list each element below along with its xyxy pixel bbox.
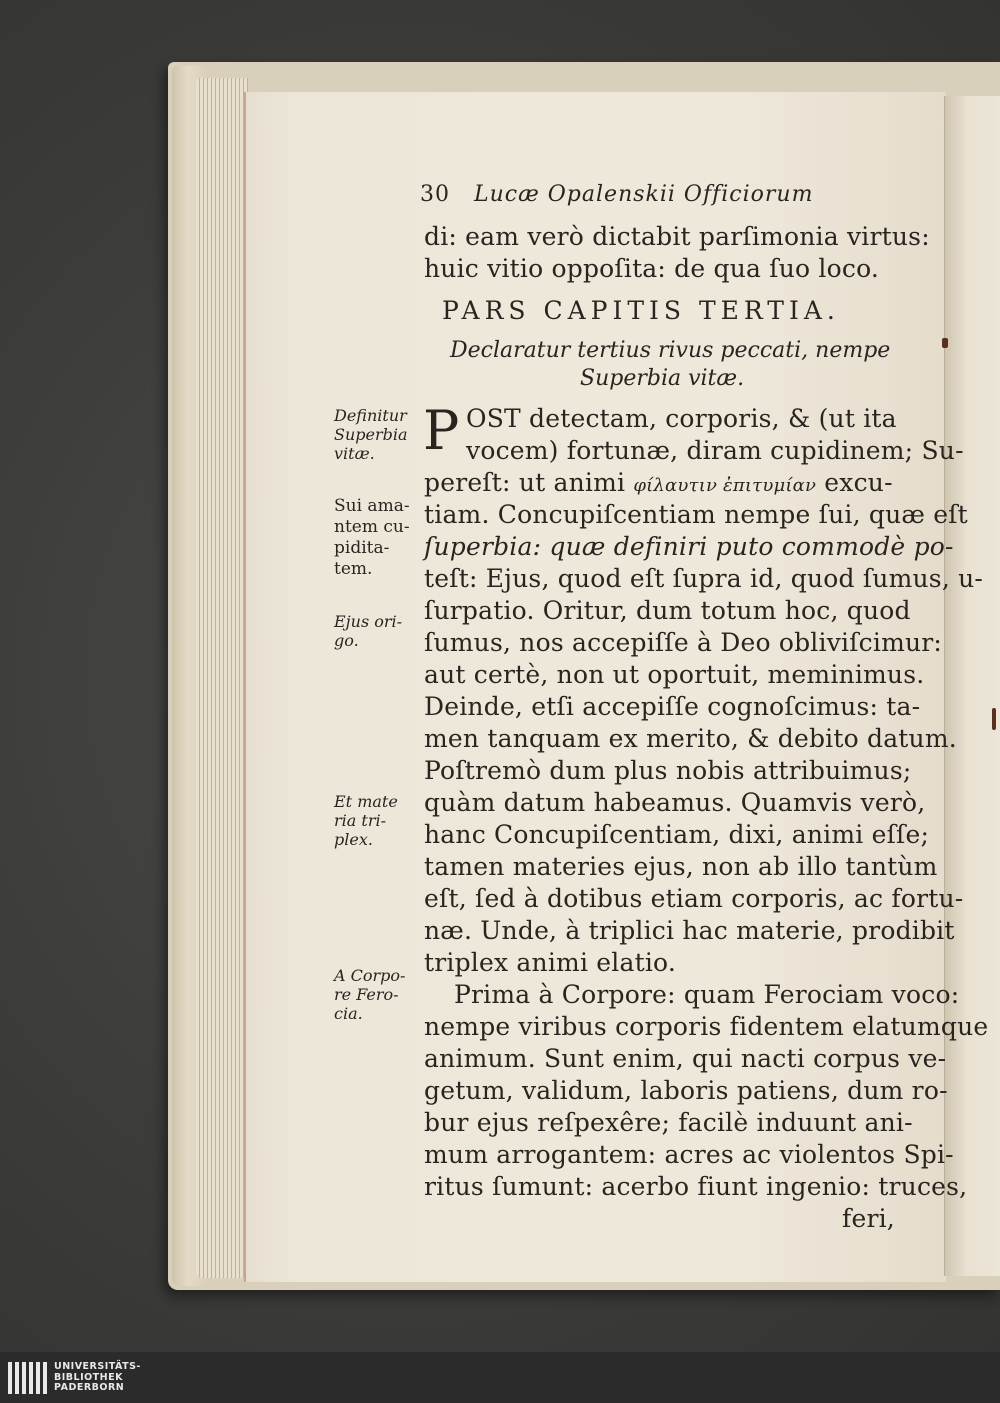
- page-blemish: [942, 338, 948, 348]
- para1-line-3-b: excu-: [824, 468, 893, 497]
- para2-line-7: ritus ſumunt: acerbo fiunt ingenio: truces,: [424, 1172, 968, 1201]
- para2-line-3: animum. Sunt enim, qui nacti corpus ve-: [424, 1044, 947, 1073]
- para2-line-2: nempe viribus corporis fidentem elatumque: [424, 1012, 989, 1041]
- margin-note-a-corpore: A Corpo- re Fero- cia.: [334, 966, 406, 1023]
- para1-line-9: aut certè, non ut oportuit, meminimus.: [424, 660, 925, 689]
- para1-line-14: hanc Concupiſcentiam, dixi, animi eſſe;: [424, 820, 930, 849]
- para1-line-16: eſt, ſed à dotibus etiam corporis, ac fortu-: [424, 884, 964, 913]
- para1-line-17: næ. Unde, à triplici hac materie, prodibit: [424, 916, 955, 945]
- para1-line-2: vocem) fortunæ, diram cupidinem; Su-: [466, 436, 964, 465]
- intro-line-2: huic vitio oppoſita: de qua ſuo loco.: [424, 254, 880, 283]
- para2-line-4: getum, validum, laboris patiens, dum ro-: [424, 1076, 948, 1105]
- para1-line-18: triplex animi elatio.: [424, 948, 676, 977]
- para1-line-3: [424, 468, 893, 497]
- footer-bar: [0, 1352, 1000, 1403]
- intro-line-1: di: eam verò dictabit parſimonia virtus:: [424, 222, 930, 251]
- right-page-edge: [944, 96, 1000, 1276]
- margin-note-definitur: Definitur Superbia vitæ.: [334, 406, 408, 463]
- page-stack: [196, 78, 248, 1278]
- para1-line-4: tiam. Concupiſcentiam nempe ſui, quæ eſt: [424, 500, 968, 529]
- library-logo-text: UNIVERSITÄTS- BIBLIOTHEK PADERBORN: [54, 1361, 141, 1393]
- para1-line-15: tamen materies ejus, non ab illo tantùm: [424, 852, 938, 881]
- page-blemish: [992, 708, 996, 730]
- para2-line-1: Prima à Corpore: quam Ferociam voco:: [454, 980, 960, 1009]
- para1-line-10: Deinde, etſi accepiſſe cognoſcimus: ta-: [424, 692, 921, 721]
- section-title: PARS CAPITIS TERTIA.: [442, 296, 840, 325]
- para1-line-3-a: pereſt: ut animi: [424, 468, 626, 497]
- para1-line-6: teſt: Ejus, quod eſt ſupra id, quod ſumus, u-: [424, 564, 984, 593]
- drop-cap: P: [423, 399, 460, 462]
- subtitle-line-2: Superbia vitæ.: [580, 366, 745, 391]
- margin-note-ejus-origo: Ejus ori- go.: [334, 612, 403, 650]
- greek-phrase: φίλαυτιν ἐπιτυμίαν: [633, 475, 817, 496]
- para2-line-6: mum arrogantem: acres ac violentos Spi-: [424, 1140, 954, 1169]
- library-logo-icon: [8, 1362, 48, 1394]
- running-header: [420, 182, 813, 207]
- para1-line-12: Poſtremò dum plus nobis attribuimus;: [424, 756, 912, 785]
- running-head-title: Lucæ Opalenskii Officiorum: [474, 182, 814, 207]
- para2-line-5: bur ejus reſpexêre; facilè induunt ani-: [424, 1108, 913, 1137]
- para2-catchword: feri,: [842, 1204, 895, 1233]
- para1-line-5: ſuperbia: quæ definiri puto commodè po-: [424, 532, 954, 561]
- margin-note-et-materia: Et mate ria tri- plex.: [334, 792, 398, 849]
- margin-note-sui-amantem: Sui ama- ntem cu- pidita- tem.: [334, 496, 410, 579]
- para1-line-7: ſurpatio. Oritur, dum totum hoc, quod: [424, 596, 911, 625]
- para1-line-13: quàm datum habeamus. Quamvis verò,: [424, 788, 926, 817]
- para1-line-11: men tanquam ex merito, & debito datum.: [424, 724, 957, 753]
- subtitle-line-1: Declaratur tertius rivus peccati, nempe: [450, 338, 891, 363]
- page-number: 30: [420, 182, 450, 207]
- para1-line-8: ſumus, nos accepiſſe à Deo obliviſcimur:: [424, 628, 943, 657]
- para1-line-1: OST detectam, corporis, & (ut ita: [466, 404, 897, 433]
